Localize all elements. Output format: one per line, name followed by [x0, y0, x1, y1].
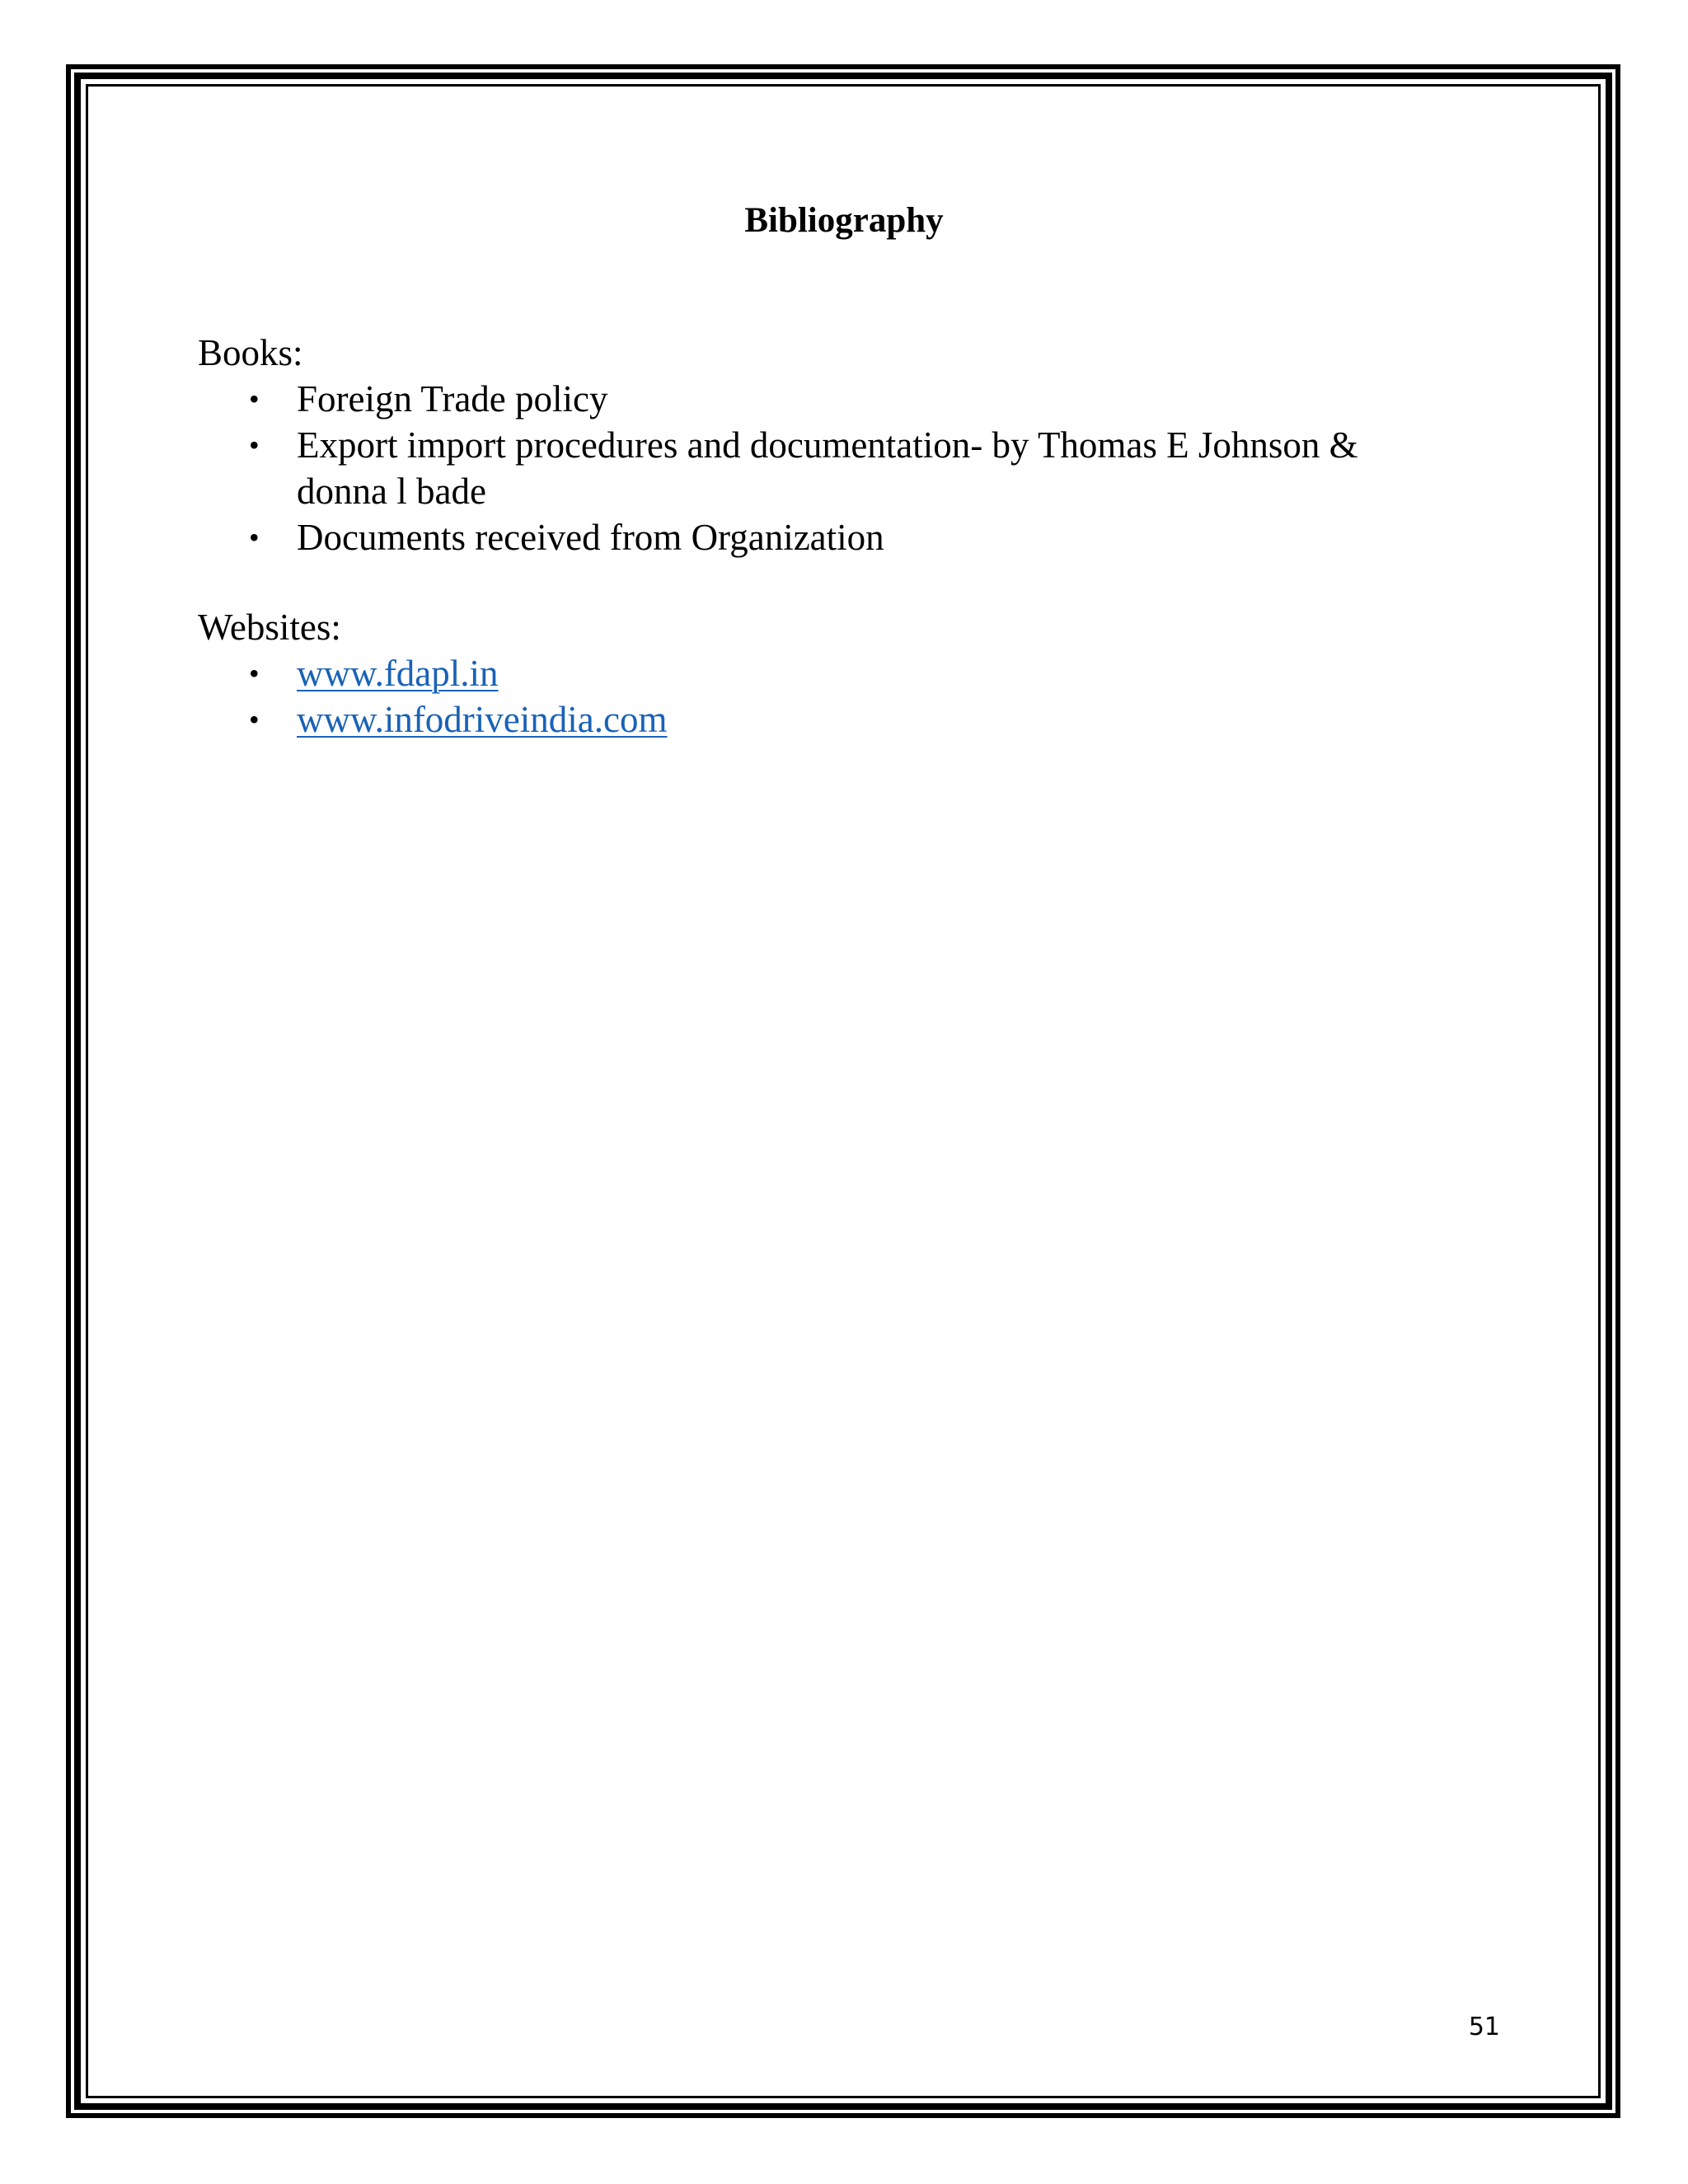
website-link-infodriveindia[interactable]: www.infodriveindia.com: [297, 699, 668, 740]
book-item-text: Export import procedures and documentation- by Thomas E Johnson & donna l bade: [297, 424, 1358, 512]
books-heading: Books:: [198, 332, 303, 373]
websites-heading: Websites:: [198, 607, 341, 648]
page-title: Bibliography: [744, 201, 944, 240]
book-item-text: Documents received from Organization: [297, 517, 884, 558]
bullet-icon: •: [249, 382, 260, 415]
list-item: [198, 376, 1434, 422]
books-list: [198, 376, 1434, 560]
list-item: [198, 514, 1434, 560]
list-item: [198, 650, 1434, 696]
bullet-icon: •: [249, 429, 260, 462]
bullet-icon: •: [249, 657, 260, 690]
bullet-icon: •: [249, 521, 260, 554]
bullet-icon: •: [249, 703, 260, 736]
list-item: [198, 696, 1434, 743]
list-item: [198, 422, 1434, 514]
website-link-fdapl[interactable]: www.fdapl.in: [297, 653, 499, 694]
book-item-text: Foreign Trade policy: [297, 378, 608, 419]
websites-list: [198, 650, 1434, 743]
page-number: 51: [1468, 2013, 1500, 2041]
